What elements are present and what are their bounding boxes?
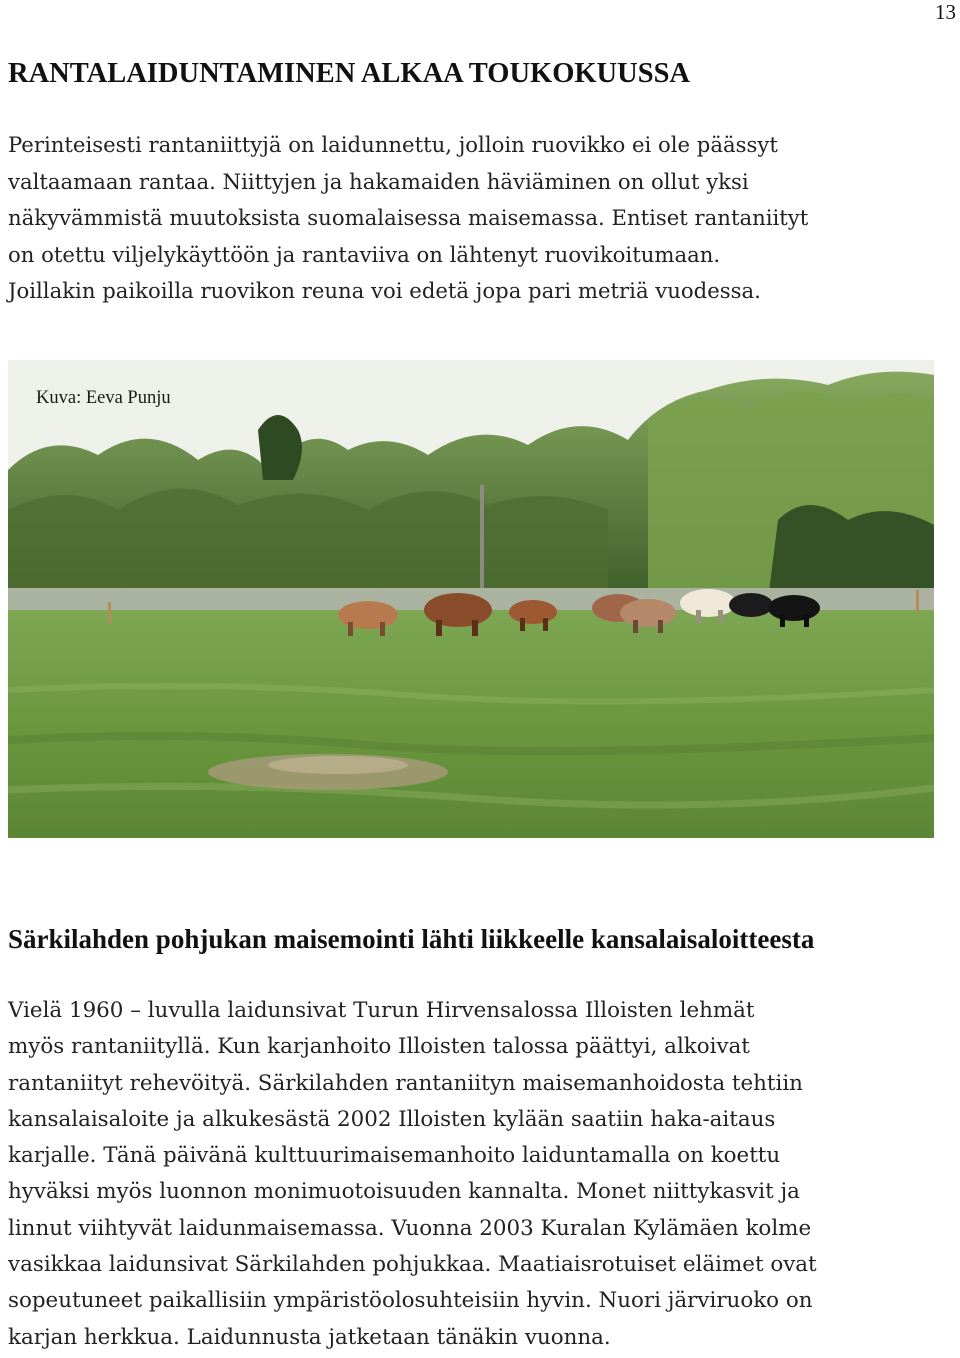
paragraph-line: kansalaisaloite ja alkukesästä 2002 Illoisten kylään saatiin haka-aitaus — [8, 1106, 776, 1132]
paragraph-line: myös rantaniityllä. Kun karjanhoito Illoisten talossa päättyi, alkoivat — [8, 1034, 750, 1060]
cattle-pasture-photo — [8, 360, 934, 838]
paragraph-line: hyväksi myös luonnon monimuotoisuuden kannalta. Monet niittykasvit ja — [8, 1179, 800, 1205]
page-number: 13 — [935, 0, 956, 24]
paragraph-line: vasikkaa laidunsivat Särkilahden pohjukkaa. Maatiaisrotuiset eläimet ovat — [8, 1252, 817, 1278]
paragraph-line: linnut viihtyvät laidunmaisemassa. Vuonna 2003 Kuralan Kylämäen kolme — [8, 1215, 812, 1241]
sarkilahti-paragraph — [8, 993, 958, 1356]
paragraph-line: karjalle. Tänä päivänä kulttuurimaisemanhoito laiduntamalla on koettu — [8, 1143, 781, 1169]
paragraph-line: rantaniityt rehevöityä. Särkilahden rantaniityn maisemanhoidosta tehtiin — [8, 1070, 803, 1096]
paragraph-line: Perinteisesti rantaniittyjä on laidunnettu, jolloin ruovikko ei ole päässyt — [8, 132, 778, 157]
paragraph-line: sopeutuneet paikallisiin ympäristöolosuhteisiin hyvin. Nuori järviruoko on — [8, 1288, 813, 1314]
section-heading-coastal-grazing: RANTALAIDUNTAMINEN ALKAA TOUKOKUUSSA — [8, 58, 690, 89]
paragraph-line: on otettu viljelykäyttöön ja rantaviiva on lähtenyt ruovikoitumaan. — [8, 241, 721, 267]
paragraph-line: karjan herkkua. Laidunnusta jatketaan tänäkin vuonna. — [8, 1324, 611, 1350]
paragraph-line: valtaamaan rantaa. Niittyjen ja hakamaiden häviäminen on ollut yksi — [8, 168, 749, 194]
section-heading-sarkilahti: Särkilahden pohjukan maisemointi lähti liikkeelle kansalaisaloitteesta — [8, 924, 815, 954]
intro-paragraph — [8, 127, 958, 310]
paragraph-line: Joillakin paikoilla ruovikon reuna voi edetä jopa pari metriä vuodessa. — [8, 278, 761, 303]
paragraph-line: Vielä 1960 – luvulla laidunsivat Turun Hirvensalossa Illoisten lehmät — [8, 998, 755, 1023]
paragraph-line: näkyvämmistä muutoksista suomalaisessa maisemassa. Entiset rantaniityt — [8, 205, 809, 230]
photo-credit: Kuva: Eeva Punju — [36, 388, 171, 408]
